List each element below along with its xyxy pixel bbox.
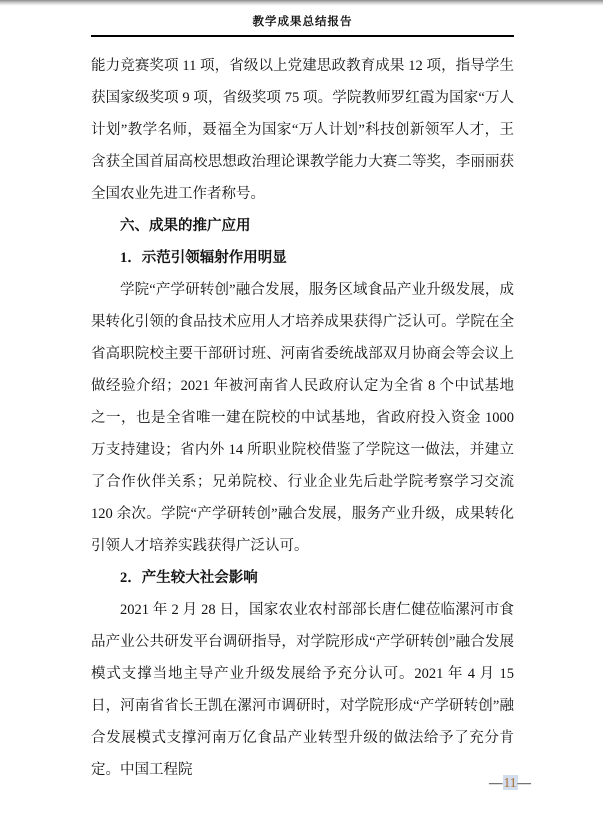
- page-number-dash-right: —: [517, 775, 531, 790]
- paragraph-social-impact: 2021 年 2 月 28 日，国家农业农村部部长唐仁健莅临漯河市食品产业公共研发平台调研指导，对学院形成“产学研转创”融合发展模式支撑当地主导产业升级发展给予充分认可。2021 年 4 月 15 日，河南省省长王凯在漯河市调研时，对学院形成“产学研转创”融合发展模式支撑河南万亿食品产业转型升级的做法给予了充分肯定。中国工程院: [91, 602, 514, 778]
- paragraph-demonstration: 学院“产学研转创”融合发展，服务区域食品产业升级发展，成果转化引领的食品技术应用人才培养成果获得广泛认可。学院在全省高职院校主要干部研讨班、河南省委统战部双月协商会等会议上做经验介绍；2021 年被河南省人民政府认定为全省 8 个中试基地之一，也是全省唯一建在院校的中试基地，省政府投入资金 1000 万支持建设；省内外 14 所职业院校借鉴了学院这一做法，并建立了合作伙伴关系；兄弟院校、行业企业先后赴学院考察学习交流 120 余次。学院“产学研转创”融合发展，服务产业升级，成果转化引领人才培养实践获得广泛认可。: [91, 282, 514, 554]
- paragraph-achievements: 能力竞赛奖项 11 项，省级以上党建思政教育成果 12 项，指导学生获国家级奖项 9 项，省级奖项 75 项。学院教师罗红霞为国家“万人计划”教学名师，聂福全为国家“万人计划”科技创新领军人才，王含获全国首届高校思想政治理论课教学能力大赛二等奖，李丽丽获全国农业先进工作者称号。: [91, 58, 514, 202]
- header-title: 教学成果总结报告: [252, 16, 353, 28]
- subsection-heading-demonstration: 1．示范引领辐射作用明显: [120, 250, 287, 266]
- page-header: [91, 13, 514, 37]
- page-top-edge-shadow: [0, 0, 603, 6]
- section-heading-promotion: 六、成果的推广应用: [120, 218, 251, 234]
- page-number-field: 11: [503, 775, 517, 790]
- document-body: [91, 50, 514, 786]
- page-number-dash-left: —: [489, 775, 503, 790]
- page-footer: [0, 775, 531, 791]
- subsection-heading-social-impact: 2．产生较大社会影响: [120, 570, 258, 586]
